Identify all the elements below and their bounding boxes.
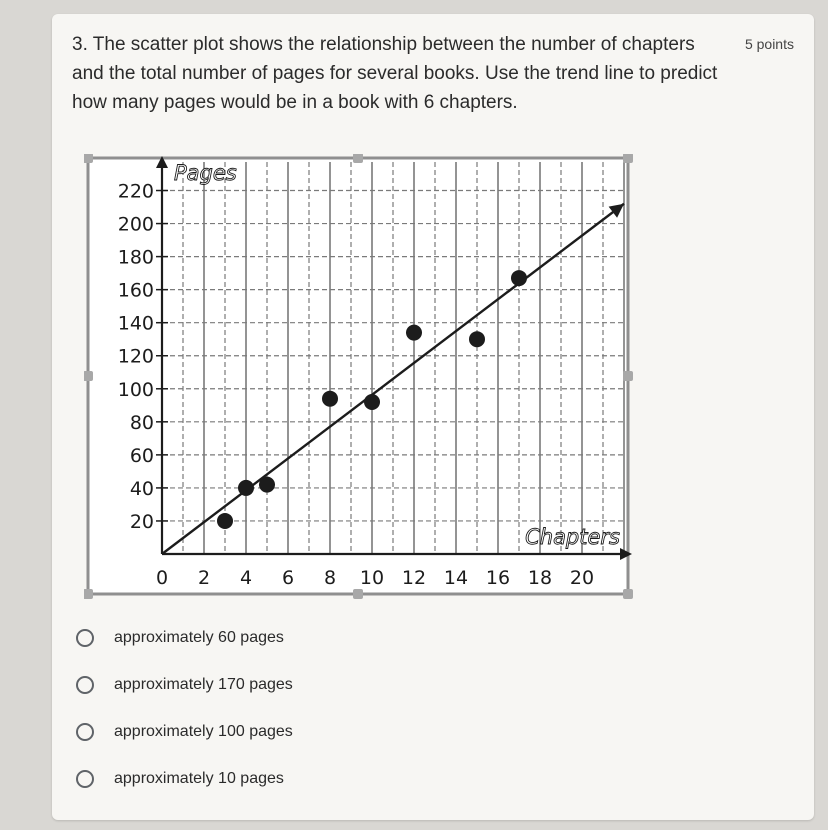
option-label: approximately 100 pages bbox=[114, 722, 293, 740]
y-tick-label: 40 bbox=[129, 477, 154, 500]
data-point bbox=[322, 391, 338, 407]
scatter-plot-svg bbox=[84, 154, 634, 600]
frame-handle bbox=[353, 154, 363, 163]
frame-handle bbox=[623, 589, 633, 599]
y-tick-label: 20 bbox=[129, 510, 154, 533]
option-0[interactable] bbox=[76, 614, 293, 661]
option-1[interactable] bbox=[76, 661, 293, 708]
frame-handle bbox=[84, 371, 93, 381]
y-tick-label: 80 bbox=[129, 411, 154, 434]
y-tick-label: 220 bbox=[117, 180, 154, 203]
data-point bbox=[217, 513, 233, 529]
y-tick-label: 200 bbox=[117, 213, 154, 236]
radio-button[interactable] bbox=[76, 629, 94, 647]
radio-button[interactable] bbox=[76, 676, 94, 694]
data-point bbox=[364, 394, 380, 410]
x-tick-label: 18 bbox=[527, 567, 553, 589]
x-tick-label: 2 bbox=[197, 567, 211, 589]
scatter-plot bbox=[84, 154, 634, 600]
x-tick-label: 8 bbox=[323, 567, 337, 589]
question-card bbox=[52, 14, 814, 820]
x-tick-label: 16 bbox=[485, 567, 511, 589]
x-axis-title: Chapters bbox=[525, 525, 620, 549]
question-text: 3. The scatter plot shows the relationship between the number of chapters and the total number of pages for several books. Use the trend line to predict how many pages would be in a book with 6 chapters. bbox=[72, 34, 718, 113]
points-label: 5 points bbox=[744, 36, 794, 52]
x-tick-label: 12 bbox=[401, 567, 427, 589]
y-tick-label: 120 bbox=[117, 345, 154, 368]
option-label: approximately 10 pages bbox=[114, 769, 284, 787]
data-point bbox=[238, 480, 254, 496]
x-tick-label: 10 bbox=[359, 567, 385, 589]
x-tick-label: 14 bbox=[443, 567, 469, 589]
x-tick-label: 0 bbox=[155, 567, 169, 589]
y-tick-label: 160 bbox=[117, 279, 154, 302]
data-point bbox=[406, 325, 422, 341]
option-3[interactable] bbox=[76, 755, 293, 802]
y-tick-label: 100 bbox=[117, 378, 154, 401]
frame-handle bbox=[623, 154, 633, 163]
radio-button[interactable] bbox=[76, 723, 94, 741]
data-point bbox=[469, 331, 485, 347]
x-tick-label: 4 bbox=[239, 567, 253, 589]
option-label: approximately 60 pages bbox=[114, 628, 284, 646]
frame-handle bbox=[623, 371, 633, 381]
y-tick-label: 180 bbox=[117, 246, 154, 269]
frame-handle bbox=[353, 589, 363, 599]
option-label: approximately 170 pages bbox=[114, 675, 293, 693]
frame-handle bbox=[84, 589, 93, 599]
option-2[interactable] bbox=[76, 708, 293, 755]
frame-handle bbox=[84, 154, 93, 163]
data-point bbox=[511, 270, 527, 286]
x-tick-label: 20 bbox=[569, 567, 595, 589]
radio-button[interactable] bbox=[76, 770, 94, 788]
answer-options bbox=[76, 614, 293, 802]
x-tick-label: 6 bbox=[281, 567, 295, 589]
y-tick-label: 140 bbox=[117, 312, 154, 335]
y-tick-label: 60 bbox=[129, 444, 154, 467]
data-point bbox=[259, 477, 275, 493]
y-axis-title: Pages bbox=[174, 161, 237, 185]
